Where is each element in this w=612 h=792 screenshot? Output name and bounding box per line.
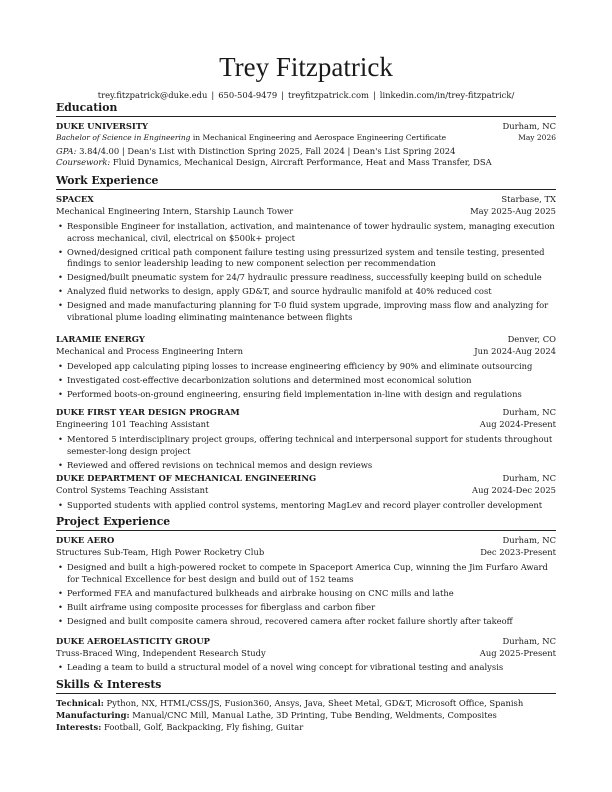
project-dates: Dec 2023-Present <box>480 547 556 557</box>
separator: | <box>372 90 376 100</box>
phone-number: 650-504-9479 <box>218 90 278 100</box>
job-role-row <box>56 346 556 358</box>
project-bullets <box>56 562 556 630</box>
bullet-item: • Owned/designed critical path component failure testing using pressurized system and tensile testing, presented findings to senior leadership leading to new component selection per recommendation <box>58 246 545 268</box>
job-org: LARAMIE ENERGY <box>56 334 145 344</box>
bullet-item: • Leading a team to build a structural model of a novel wing concept for vibrational testing and analysis <box>58 662 504 672</box>
gpa-text: GPA: 3.84/4.00 | Dean's List with Distinction Spring 2025, Fall 2024 | Dean's List Spring 2024 <box>56 146 456 156</box>
section-heading-projects: Project Experience <box>56 515 556 531</box>
website-link[interactable]: treyfitzpatrick.com <box>288 90 369 100</box>
contact-line <box>56 89 556 101</box>
job-location: Durham, NC <box>502 473 556 483</box>
project-location: Durham, NC <box>502 636 556 646</box>
graduation-date: May 2026 <box>518 133 556 142</box>
bullet-item: • Designed and built a high-powered rocket to compete in Spaceport America Cup, winning the Jim Furfaro Award for Technical Excellence for best design and build out of 152 teams <box>58 562 548 584</box>
education-school-row <box>56 121 556 133</box>
school-name: DUKE UNIVERSITY <box>56 121 149 131</box>
separator: | <box>281 90 284 100</box>
email-link[interactable]: trey.fitzpatrick@duke.edu <box>97 90 208 100</box>
project-location: Durham, NC <box>502 535 556 545</box>
section-heading-education: Education <box>56 101 556 117</box>
section-heading-skills: Skills & Interests <box>56 678 556 694</box>
job-org-row <box>56 407 556 419</box>
job-org: SPACEX <box>56 194 94 204</box>
bullet-item: • Supported students with applied control systems, mentoring MagLev and record player controller development <box>58 500 543 510</box>
project-role: Structures Sub-Team, High Power Rocketry Club <box>56 547 265 557</box>
job-bullets <box>56 500 556 514</box>
bullet-item: • Responsible Engineer for installation, activation, and maintenance of tower hydraulic system, managing execution across mechanical, civil, electrical on $500k+ project <box>58 221 555 243</box>
education-gpa-row <box>56 146 556 158</box>
education-degree-row <box>56 132 556 144</box>
job-role: Control Systems Teaching Assistant <box>56 485 209 495</box>
bullet-item: • Designed/built pneumatic system for 24/7 hydraulic pressure readiness, successfully keeping build on schedule <box>58 272 542 282</box>
job-org-row <box>56 194 556 206</box>
project-role-row <box>56 648 556 660</box>
job-location: Durham, NC <box>502 407 556 417</box>
linkedin-link[interactable]: linkedin.com/in/trey-fitzpatrick/ <box>379 90 515 100</box>
job-location: Starbase, TX <box>501 194 556 204</box>
bullet-item: • Mentored 5 interdisciplinary project groups, offering technical and interpersonal support for students throughout semester-long design project <box>58 434 553 456</box>
project-org-row <box>56 636 556 648</box>
project-org: DUKE AEROELASTICITY GROUP <box>56 636 210 646</box>
job-location: Denver, CO <box>507 334 556 344</box>
skills-line-manufacturing: Manufacturing: Manual/CNC Mill, Manual Lathe, 3D Printing, Tube Bending, Weldments, Composites <box>56 710 497 720</box>
job-role-row <box>56 206 556 218</box>
education-coursework-row <box>56 157 556 169</box>
separator: | <box>211 90 215 100</box>
job-bullets <box>56 434 556 474</box>
project-bullets <box>56 662 556 676</box>
school-location: Durham, NC <box>502 121 556 131</box>
job-role-row <box>56 485 556 497</box>
bullet-item: • Analyzed fluid networks to design, apply GD&T, and source hydraulic manifold at 40% reduced cost <box>58 286 492 296</box>
job-role: Engineering 101 Teaching Assistant <box>56 419 210 429</box>
job-role: Mechanical and Process Engineering Intern <box>56 346 244 356</box>
job-bullets <box>56 221 556 326</box>
job-dates: May 2025-Aug 2025 <box>470 206 556 216</box>
bullet-item: • Developed app calculating piping losses to increase engineering efficiency by 90% and eliminate outsourcing <box>58 361 533 371</box>
bullet-item: • Investigated cost-effective decarbonization solutions and determined most economical solution <box>58 375 472 385</box>
bullet-item: • Performed FEA and manufactured bulkheads and airbrake housing on CNC mills and lathe <box>58 587 454 598</box>
project-dates: Aug 2025-Present <box>479 648 556 658</box>
skills-line-interests: Interests: Football, Golf, Backpacking, Fly fishing, Guitar <box>56 722 304 732</box>
bullet-item: • Built airframe using composite processes for fiberglass and carbon fiber <box>58 601 376 612</box>
candidate-name: Trey Fitzpatrick <box>219 52 393 82</box>
project-role: Truss-Braced Wing, Independent Research Study <box>56 648 266 658</box>
coursework-text: Coursework: Fluid Dynamics, Mechanical Design, Aircraft Performance, Heat and Mass Transfer, DSA <box>56 157 492 167</box>
bullet-item: • Designed and made manufacturing planning for T-0 fluid system upgrade, improving mass flow and analyzing for vibrational plume loading eliminating maintenance between flights <box>58 300 549 322</box>
bullet-item: • Designed and built composite camera shroud, recovered camera after rocket failure shortly after takeoff <box>58 615 513 626</box>
job-org-row <box>56 334 556 346</box>
project-org: DUKE AERO <box>56 535 115 545</box>
bullet-item: • Performed boots-on-ground engineering, ensuring field implementation in-line with design and regulations <box>58 389 522 399</box>
job-org-row <box>56 473 556 485</box>
degree-text: Bachelor of Science in Engineering in Mechanical Engineering and Aerospace Engineering Certificate <box>56 133 447 142</box>
job-bullets <box>56 361 556 403</box>
job-role-row <box>56 419 556 431</box>
section-heading-work: Work Experience <box>56 174 556 190</box>
job-role: Mechanical Engineering Intern, Starship Launch Tower <box>56 206 294 216</box>
project-org-row <box>56 535 556 547</box>
job-org: DUKE DEPARTMENT OF MECHANICAL ENGINEERING <box>56 473 317 483</box>
job-dates: Aug 2024-Dec 2025 <box>472 485 556 495</box>
job-org: DUKE FIRST YEAR DESIGN PROGRAM <box>56 407 240 417</box>
skills-line-technical: Technical: Python, NX, HTML/CSS/JS, Fusion360, Ansys, Java, Sheet Metal, GD&T, Microsoft Office, Spanish <box>56 698 524 708</box>
project-role-row <box>56 547 556 559</box>
job-dates: Aug 2024-Present <box>479 419 556 429</box>
bullet-item: • Reviewed and offered revisions on technical memos and design reviews <box>58 459 373 470</box>
job-dates: Jun 2024-Aug 2024 <box>474 346 556 356</box>
